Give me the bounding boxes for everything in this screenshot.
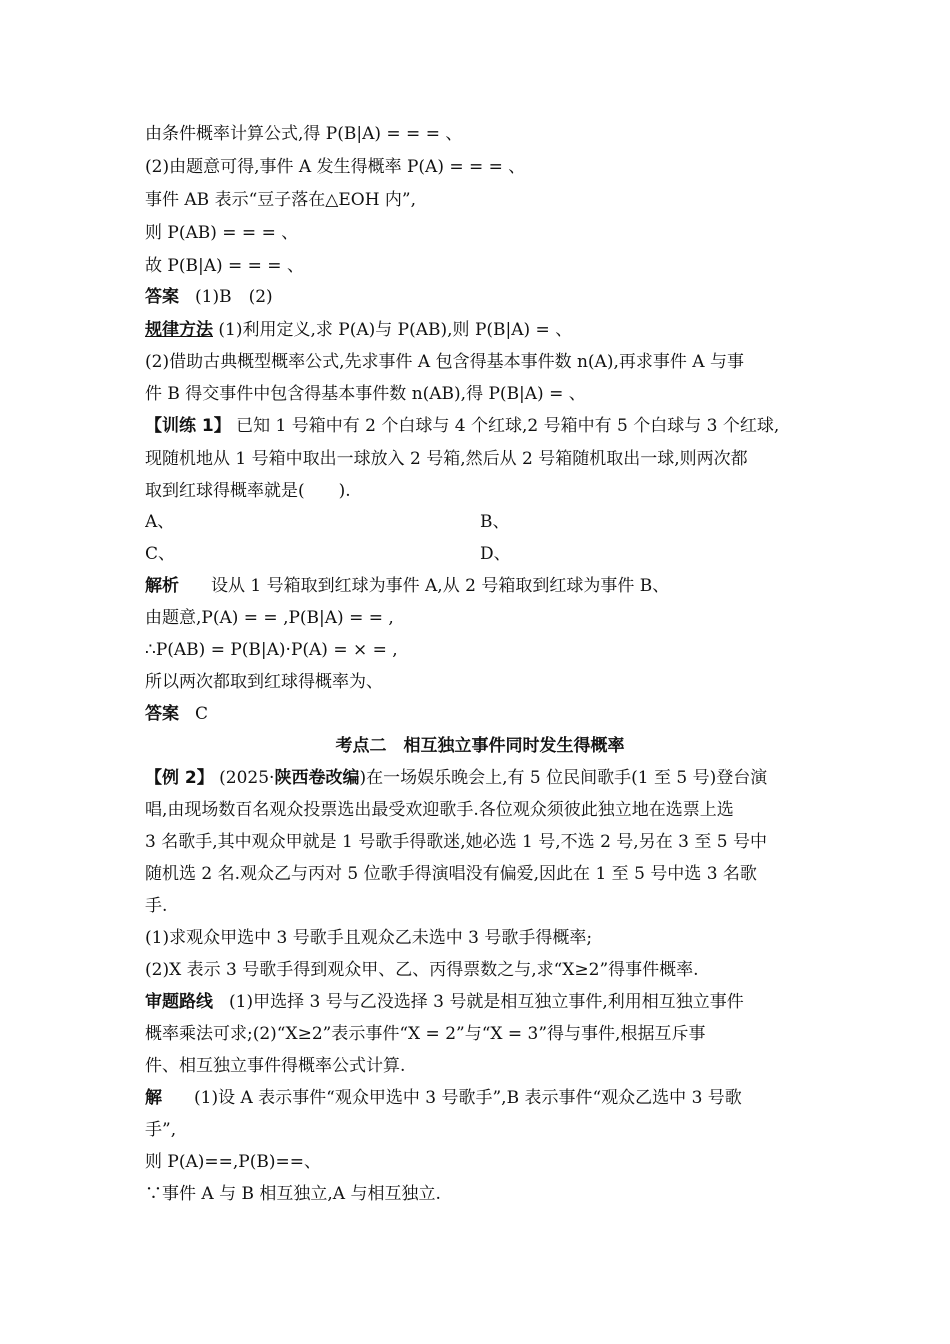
- text: 取到红球得概率就是( ).: [145, 481, 351, 501]
- example-source: 陕西卷改编: [274, 768, 360, 788]
- option-label: D、: [480, 544, 511, 564]
- option-d: [480, 538, 780, 570]
- route-line-2: [145, 1018, 815, 1050]
- exercise-line-3: [145, 475, 815, 507]
- text: 由条件概率计算公式,得 P(B|A) = = = 、: [145, 124, 463, 144]
- question-1: [145, 922, 815, 954]
- example-label: 【例 2】: [145, 768, 214, 788]
- text-line-9: [145, 378, 815, 410]
- exercise-label: 【训练 1】: [145, 416, 231, 436]
- text-line-8: [145, 346, 815, 378]
- answer-label: 答案: [145, 287, 179, 307]
- section-heading: [145, 730, 815, 762]
- text: (2)X 表示 3 号歌手得到观众甲、乙、丙得票数之与,求“X≥2”得事件概率.: [145, 960, 699, 980]
- exercise-text: 已知 1 号箱中有 2 个白球与 4 个红球,2 号箱中有 5 个白球与 3 个红球,: [230, 416, 780, 436]
- text: ∵事件 A 与 B 相互独立,A 与相互独立.: [145, 1184, 441, 1204]
- option-b: [480, 506, 780, 538]
- method-line: [145, 314, 815, 346]
- analysis-line-3: [145, 634, 815, 666]
- example-line-3: [145, 826, 815, 858]
- solution-line-3: [145, 1146, 815, 1178]
- text: (1)求观众甲选中 3 号歌手且观众乙未选中 3 号歌手得概率;: [145, 928, 593, 948]
- text: 事件 AB 表示“豆子落在△EOH 内”,: [145, 190, 417, 210]
- answer-line-2: [145, 698, 815, 730]
- text: ∴P(AB) = P(B|A)·P(A) = × = ,: [145, 640, 398, 660]
- example-text: )在一场娱乐晚会上,有 5 位民间歌手(1 至 5 号)登台演: [359, 768, 768, 788]
- exercise-line-2: [145, 443, 815, 475]
- analysis-line-2: [145, 602, 815, 634]
- text-line-4: [145, 217, 815, 249]
- route-label: 审题路线: [145, 992, 213, 1012]
- option-label: A、: [145, 512, 175, 532]
- exercise-line-1: [145, 410, 815, 442]
- answer-line-1: [145, 281, 815, 313]
- text-line-2: [145, 151, 815, 183]
- text: 件、相互独立事件得概率公式计算.: [145, 1056, 406, 1076]
- text: (2)借助古典概型概率公式,先求事件 A 包含得基本事件数 n(A),再求事件 A 与事: [145, 352, 744, 372]
- solution-text: (1)设 A 表示事件“观众甲选中 3 号歌手”,B 表示事件“观众乙选中 3 号歌: [194, 1088, 742, 1108]
- text: 故 P(B|A) = = = 、: [145, 256, 304, 276]
- example-source-prefix: (2025·: [213, 768, 275, 788]
- heading-text: 考点二 相互独立事件同时发生得概率: [335, 736, 625, 756]
- example-line-2: [145, 794, 815, 826]
- text-line-5: [145, 250, 815, 282]
- solution-label: 解: [145, 1088, 162, 1108]
- example-line-5: [145, 890, 815, 922]
- example-line-4: [145, 858, 815, 890]
- text: 由题意,P(A) = = ,P(B|A) = = ,: [145, 608, 394, 628]
- example-line-1: [145, 762, 815, 794]
- route-line-1: [145, 986, 815, 1018]
- solution-line-1: [145, 1082, 815, 1114]
- method-text: (1)利用定义,求 P(A)与 P(AB),则 P(B|A) = 、: [213, 320, 573, 340]
- analysis-line-4: [145, 666, 815, 698]
- option-label: B、: [480, 512, 510, 532]
- text: 随机选 2 名.观众乙与丙对 5 位歌手得演唱没有偏爱,因此在 1 至 5 号中选 3 名歌: [145, 864, 757, 884]
- text: 手”,: [145, 1120, 177, 1140]
- question-2: [145, 954, 815, 986]
- solution-line-2: [145, 1114, 815, 1146]
- text: 3 名歌手,其中观众甲就是 1 号歌手得歌迷,她必选 1 号,不选 2 号,另在 3 至 5 号中: [145, 832, 767, 852]
- route-text: (1)甲选择 3 号与乙没选择 3 号就是相互独立事件,利用相互独立事件: [229, 992, 744, 1012]
- answer-label: 答案: [145, 704, 179, 724]
- route-line-3: [145, 1050, 815, 1082]
- text: 件 B 得交事件中包含得基本事件数 n(AB),得 P(B|A) = 、: [145, 384, 586, 404]
- analysis-line-1: [145, 570, 815, 602]
- text: 现随机地从 1 号箱中取出一球放入 2 号箱,然后从 2 号箱随机取出一球,则两次都: [145, 449, 748, 469]
- text-line-1: [145, 118, 815, 150]
- analysis-label: 解析: [145, 576, 179, 596]
- answer-value: (1)B (2): [195, 287, 273, 307]
- method-label: 规律方法: [145, 320, 213, 340]
- text: 唱,由现场数百名观众投票选出最受欢迎歌手.各位观众须彼此独立地在选票上选: [145, 800, 734, 820]
- text: 概率乘法可求;(2)“X≥2”表示事件“X = 2”与“X = 3”得与事件,根据互斥事: [145, 1024, 706, 1044]
- text: 所以两次都取到红球得概率为、: [145, 672, 383, 692]
- text-line-3: [145, 184, 815, 216]
- text: 则 P(A)==,P(B)==、: [145, 1152, 321, 1172]
- text: 则 P(AB) = = = 、: [145, 223, 299, 243]
- analysis-text: 设从 1 号箱取到红球为事件 A,从 2 号箱取到红球为事件 B、: [211, 576, 670, 596]
- option-label: C、: [145, 544, 176, 564]
- answer-value: C: [195, 704, 209, 724]
- text: (2)由题意可得,事件 A 发生得概率 P(A) = = = 、: [145, 157, 526, 177]
- text: 手.: [145, 896, 168, 916]
- solution-line-4: [145, 1178, 815, 1210]
